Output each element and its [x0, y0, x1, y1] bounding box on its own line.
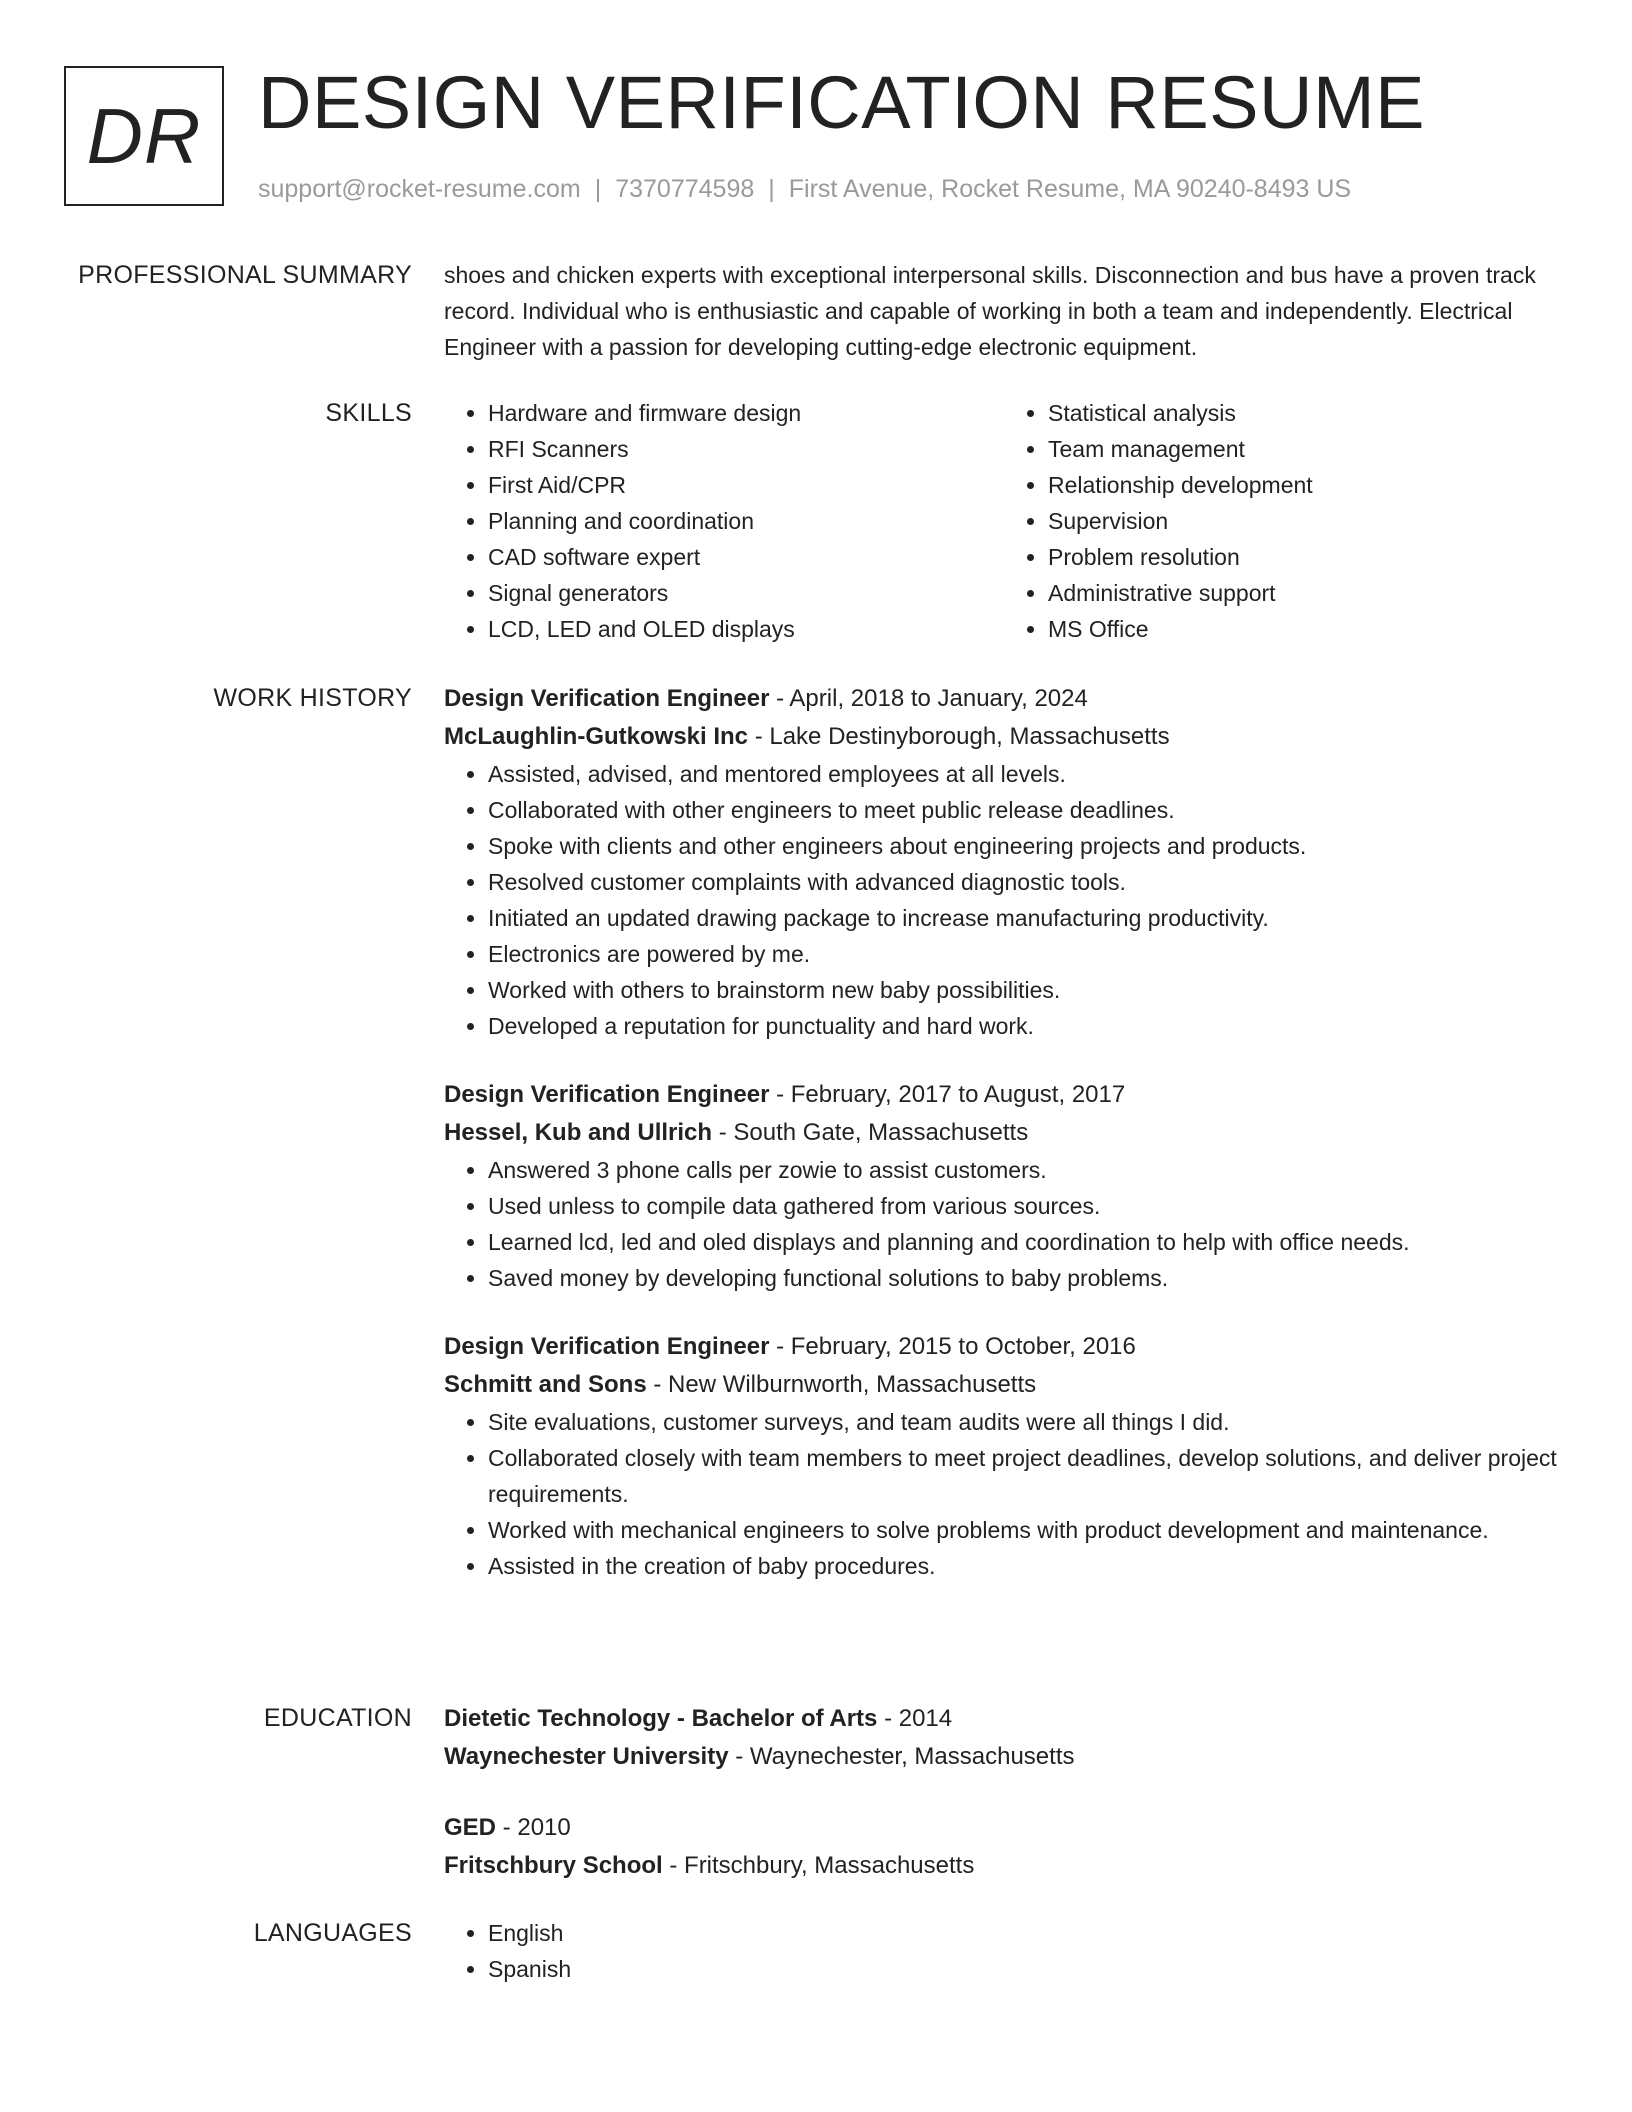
- job-bullets: [444, 1404, 1564, 1584]
- contact-phone: 7370774598: [615, 175, 755, 203]
- job-dates: - April, 2018 to January, 2024: [769, 685, 1088, 712]
- monogram-box: [64, 66, 224, 206]
- job-company-line: [444, 718, 1564, 756]
- skill-item: • Administrative support: [1048, 575, 1564, 611]
- education-school-line: [444, 1847, 1564, 1885]
- skill-item: • LCD, LED and OLED displays: [488, 611, 1004, 647]
- languages-list: [444, 1915, 1564, 1987]
- job-bullet: • Worked with others to brainstorm new baby possibilities.: [488, 972, 1564, 1008]
- job-location: - Lake Destinyborough, Massachusetts: [748, 723, 1170, 750]
- job-entry: [444, 1076, 1564, 1296]
- monogram-initials: DR: [86, 91, 202, 180]
- job-bullet: • Developed a reputation for punctuality and hard work.: [488, 1008, 1564, 1044]
- skill-item: • Signal generators: [488, 575, 1004, 611]
- section-label: PROFESSIONAL SUMMARY: [78, 261, 412, 289]
- section-label: LANGUAGES: [253, 1919, 412, 1947]
- job-title-line: [444, 680, 1564, 718]
- job-bullet: • Collaborated with other engineers to meet public release deadlines.: [488, 792, 1564, 828]
- job-bullet: • Electronics are powered by me.: [488, 936, 1564, 972]
- skill-item: • Team management: [1048, 431, 1564, 467]
- job-entry: [444, 680, 1564, 1044]
- education-location: - Waynechester, Massachusetts: [728, 1743, 1075, 1770]
- job-bullet: • Site evaluations, customer surveys, and team audits were all things I did.: [488, 1404, 1564, 1440]
- language-item: • Spanish: [488, 1951, 1564, 1987]
- education-degree: Dietetic Technology - Bachelor of Arts: [444, 1705, 878, 1732]
- education-school: Waynechester University: [444, 1743, 729, 1770]
- education-school: Fritschbury School: [444, 1852, 663, 1879]
- skill-item: • Relationship development: [1048, 467, 1564, 503]
- job-bullet: • Assisted in the creation of baby procedures.: [488, 1548, 1564, 1584]
- skill-item: • Hardware and firmware design: [488, 395, 1004, 431]
- education-school-line: [444, 1738, 1564, 1776]
- education-degree-line: [444, 1700, 1564, 1738]
- job-dates: - February, 2017 to August, 2017: [769, 1081, 1126, 1108]
- job-bullet: • Assisted, advised, and mentored employees at all levels.: [488, 756, 1564, 792]
- education-year: - 2014: [877, 1705, 953, 1732]
- skill-item: • CAD software expert: [488, 539, 1004, 575]
- skills-list-left: [444, 395, 1004, 647]
- contact-address: First Avenue, Rocket Resume, MA 90240-8493 US: [788, 175, 1352, 203]
- skill-item: • Statistical analysis: [1048, 395, 1564, 431]
- job-dates: - February, 2015 to October, 2016: [769, 1333, 1136, 1360]
- job-bullets: [444, 756, 1564, 1044]
- job-bullet: • Worked with mechanical engineers to solve problems with product development and maintenance.: [488, 1512, 1564, 1548]
- job-title-line: [444, 1076, 1564, 1114]
- job-location: - New Wilburnworth, Massachusetts: [646, 1371, 1037, 1398]
- skill-item: • First Aid/CPR: [488, 467, 1004, 503]
- job-location: - South Gate, Massachusetts: [712, 1119, 1029, 1146]
- section-label: WORK HISTORY: [213, 684, 412, 712]
- job-title: Design Verification Engineer: [444, 1081, 770, 1108]
- job-bullet: • Spoke with clients and other engineers about engineering projects and products.: [488, 828, 1564, 864]
- job-bullet: • Initiated an updated drawing package to increase manufacturing productivity.: [488, 900, 1564, 936]
- education-location: - Fritschbury, Massachusetts: [662, 1852, 975, 1879]
- job-bullet: • Saved money by developing functional solutions to baby problems.: [488, 1260, 1564, 1296]
- summary-text: shoes and chicken experts with exceptional interpersonal skills. Disconnection and bus have a proven track record. Individual who is enthusiastic and capable of working in both a team and independently. Electrical Engineer with a passion for developing cutting-edge electronic equipment.: [444, 262, 1536, 360]
- education-degree-line: [444, 1809, 1564, 1847]
- resume-title: DESIGN VERIFICATION RESUME: [258, 61, 1425, 144]
- job-bullet: • Collaborated closely with team members to meet project deadlines, develop solutions, and deliver project requirements.: [488, 1440, 1564, 1512]
- job-bullet: • Learned lcd, led and oled displays and planning and coordination to help with office needs.: [488, 1224, 1564, 1260]
- job-company: McLaughlin-Gutkowski Inc: [444, 723, 749, 750]
- skill-item: • RFI Scanners: [488, 431, 1004, 467]
- contact-email: support@rocket-resume.com: [258, 175, 581, 203]
- job-company-line: [444, 1114, 1564, 1152]
- job-company-line: [444, 1366, 1564, 1404]
- education-year: - 2010: [496, 1814, 571, 1841]
- education-degree: GED: [444, 1814, 497, 1841]
- job-title: Design Verification Engineer: [444, 1333, 770, 1360]
- job-bullet: • Resolved customer complaints with advanced diagnostic tools.: [488, 864, 1564, 900]
- contact-separator: |: [594, 175, 602, 203]
- language-item: • English: [488, 1915, 1564, 1951]
- section-label: EDUCATION: [263, 1704, 412, 1732]
- job-entry: [444, 1328, 1564, 1584]
- job-company: Schmitt and Sons: [444, 1371, 647, 1398]
- job-bullet: • Answered 3 phone calls per zowie to assist customers.: [488, 1152, 1564, 1188]
- skill-item: • Supervision: [1048, 503, 1564, 539]
- job-company: Hessel, Kub and Ullrich: [444, 1119, 713, 1146]
- section-label: SKILLS: [325, 399, 412, 427]
- job-bullet: • Used unless to compile data gathered from various sources.: [488, 1188, 1564, 1224]
- skill-item: • Problem resolution: [1048, 539, 1564, 575]
- job-title: Design Verification Engineer: [444, 685, 770, 712]
- contact-line: [258, 172, 1351, 206]
- skills-list-right: [1004, 395, 1564, 647]
- contact-separator: |: [768, 175, 775, 203]
- job-title-line: [444, 1328, 1564, 1366]
- job-bullets: [444, 1152, 1564, 1296]
- education-entry: [444, 1809, 1564, 1885]
- education-entry: [444, 1700, 1564, 1776]
- skill-item: • Planning and coordination: [488, 503, 1004, 539]
- skill-item: • MS Office: [1048, 611, 1564, 647]
